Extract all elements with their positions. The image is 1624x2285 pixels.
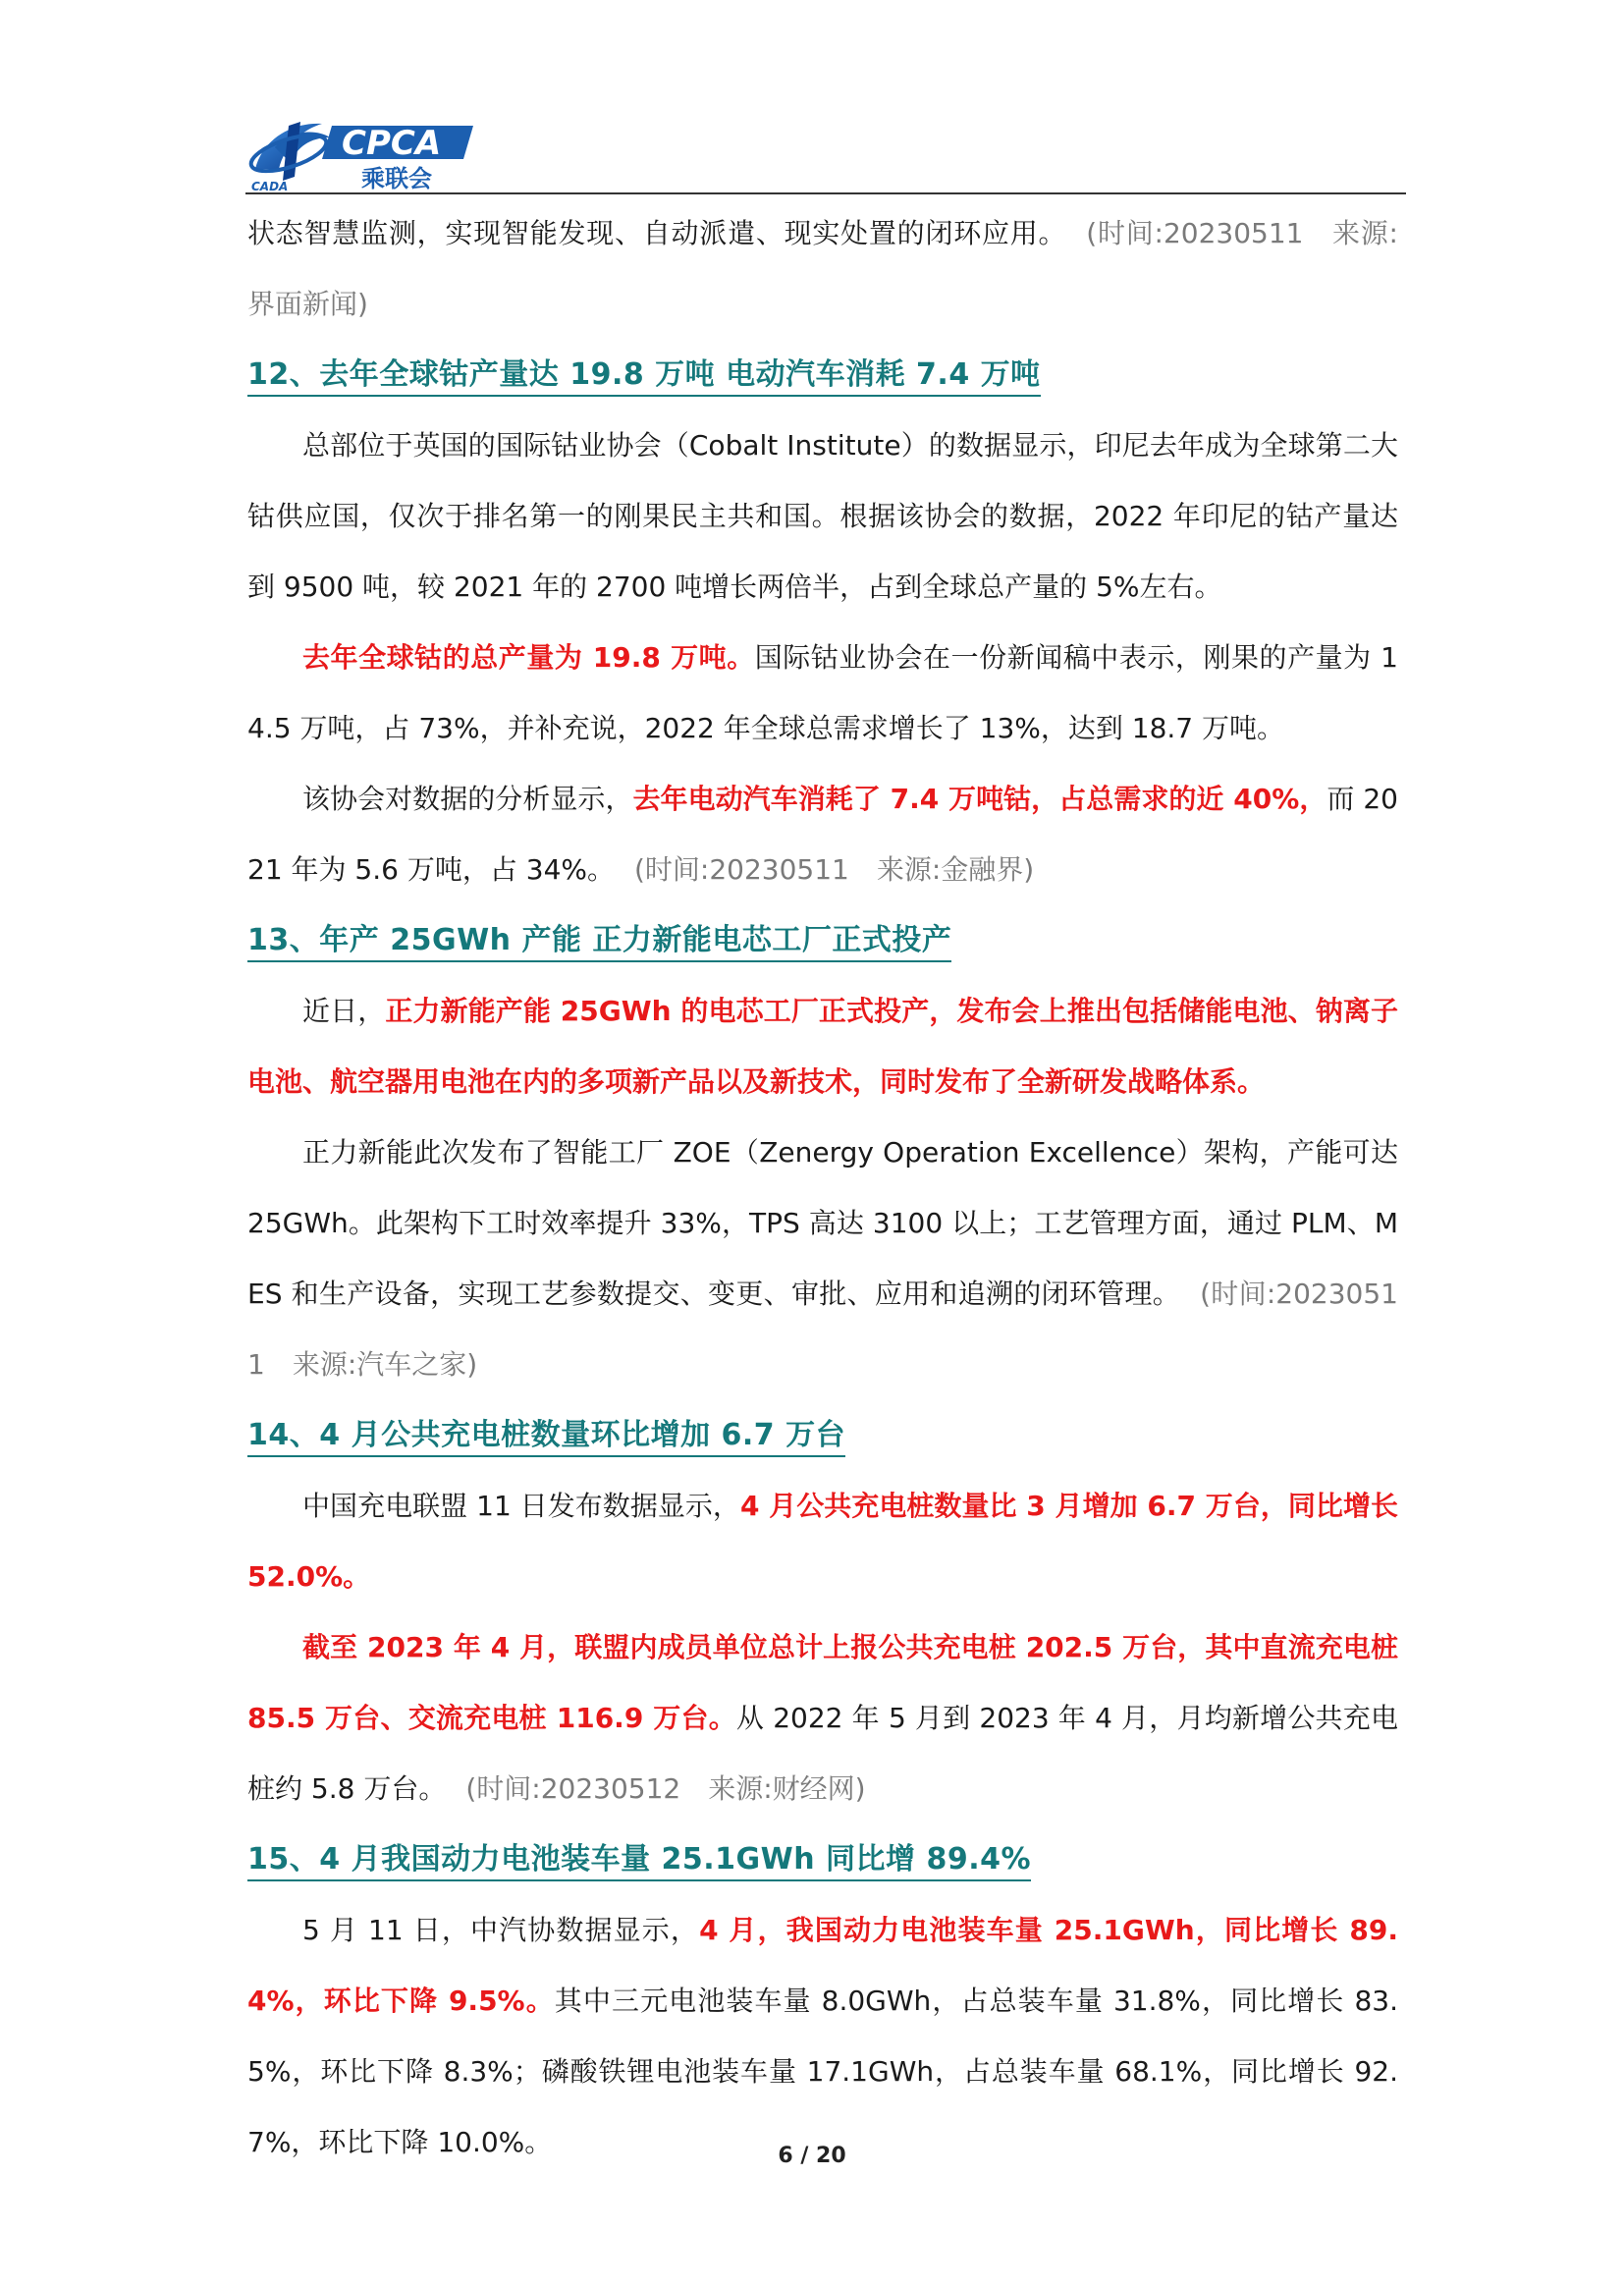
section-12-paragraph-1: 总部位于英国的国际钴业协会（Cobalt Institute）的数据显示，印尼去年成为全球第二大钴供应国，仅次于排名第一的刚果民主共和国。根据该协会的数据，2022 年印尼的钴产量达到 9500 吨，较 2021 年的 2700 吨增长两倍半，占到全球总产量的 5%左右。 [247, 429, 1398, 603]
header-divider [245, 192, 1406, 194]
logo-cn-text: 乘联会 [361, 165, 432, 192]
section-13-title: 13、年产 25GWh 产能 正力新能电芯工厂正式投产 [247, 905, 1398, 976]
cpca-logo [245, 108, 481, 194]
section-13-paragraph-1: 近日，正力新能产能 25GWh 的电芯工厂正式投产，发布会上推出包括储能电池、钠离子电池、航空器用电池在内的多项新产品以及新技术，同时发布了全新研发战略体系。 [247, 995, 1398, 1098]
page-header [245, 108, 1406, 196]
logo-text: CPCA [342, 124, 442, 163]
section-13-paragraph-2: 正力新能此次发布了智能工厂 ZOE（Zenergy Operation Excellence）架构，产能可达 25GWh。此架构下工时效率提升 33%，TPS 高达 3100 以上；工艺管理方面，通过 PLM、MES 和生产设备，实现工艺参数提交、变更、审批、应用和追溯的闭环管理。 (时间:20230511 来源:汽车之家) [247, 1136, 1399, 1381]
document-body [247, 198, 1398, 2178]
section-12-paragraph-2: 去年全球钴的总产量为 19.8 万吨。国际钴业协会在一份新闻稿中表示，刚果的产量为 14.5 万吨，占 73%，并补充说，2022 年全球总需求增长了 13%，达到 18.7 万吨。 [247, 641, 1398, 744]
lead-meta: (时间:20230511 来源:界面新闻) [247, 217, 1398, 320]
logo-small-text: CADA [251, 180, 289, 193]
section-12-paragraph-3: 该协会对数据的分析显示，去年电动汽车消耗了 7.4 万吨钴，占总需求的近 40%，而 2021 年为 5.6 万吨，占 34%。 (时间:20230511 来源:金融界) [247, 783, 1398, 886]
section-14-title: 14、4 月公共充电桩数量环比增加 6.7 万台 [247, 1400, 1398, 1471]
page-number: 6 / 20 [778, 2144, 846, 2168]
section-13-meta: (时间:20230511 来源:汽车之家) [247, 1278, 1399, 1381]
lead-paragraph: 状态智慧监测，实现智能发现、自动派遣、现实处置的闭环应用。 (时间:20230511 来源:界面新闻) [247, 217, 1398, 320]
section-14-paragraph-1: 中国充电联盟 11 日发布数据显示，4 月公共充电桩数量比 3 月增加 6.7 万台，同比增长 52.0%。 [247, 1490, 1398, 1593]
highlight-text: 去年全球钴的总产量为 19.8 万吨。 [302, 641, 755, 674]
highlight-text: 4 月公共充电桩数量比 3 月增加 6.7 万台，同比增长 52.0%。 [247, 1490, 1398, 1593]
section-15-title: 15、4 月我国动力电池装车量 25.1GWh 同比增 89.4% [247, 1824, 1398, 1895]
section-14-meta: (时间:20230512 来源:财经网) [465, 1772, 866, 1805]
highlight-text: 4 月，我国动力电池装车量 25.1GWh，同比增长 89.4%，环比下降 9.5%。 [247, 1914, 1398, 2017]
section-12-title: 12、去年全球钴产量达 19.8 万吨 电动汽车消耗 7.4 万吨 [247, 340, 1398, 410]
section-14-paragraph-2: 截至 2023 年 4 月，联盟内成员单位总计上报公共充电桩 202.5 万台，其中直流充电桩 85.5 万台、交流充电桩 116.9 万台。从 2022 年 5 月到 2023 年 4 月，月均新增公共充电桩约 5.8 万台。 (时间:20230512 来源:财经网) [247, 1631, 1398, 1805]
highlight-text: 正力新能产能 25GWh 的电芯工厂正式投产，发布会上推出包括储能电池、钠离子电池、航空器用电池在内的多项新产品以及新技术，同时发布了全新研发战略体系。 [247, 995, 1398, 1098]
section-12-meta: (时间:20230511 来源:金融界) [634, 853, 1035, 886]
section-15-paragraph-1: 5 月 11 日，中汽协数据显示，4 月，我国动力电池装车量 25.1GWh，同比增长 89.4%，环比下降 9.5%。其中三元电池装车量 8.0GWh，占总装车量 31.8%，同比增长 83.5%，环比下降 8.3%；磷酸铁锂电池装车量 17.1GWh，占总装车量 68.1%，同比增长 92.7%，环比下降 10.0%。 [247, 1914, 1398, 2158]
highlight-text: 去年电动汽车消耗了 7.4 万吨钴，占总需求的近 40%， [632, 783, 1327, 815]
highlight-text: 截至 2023 年 4 月，联盟内成员单位总计上报公共充电桩 202.5 万台，其中直流充电桩 85.5 万台、交流充电桩 116.9 万台。 [247, 1631, 1398, 1734]
